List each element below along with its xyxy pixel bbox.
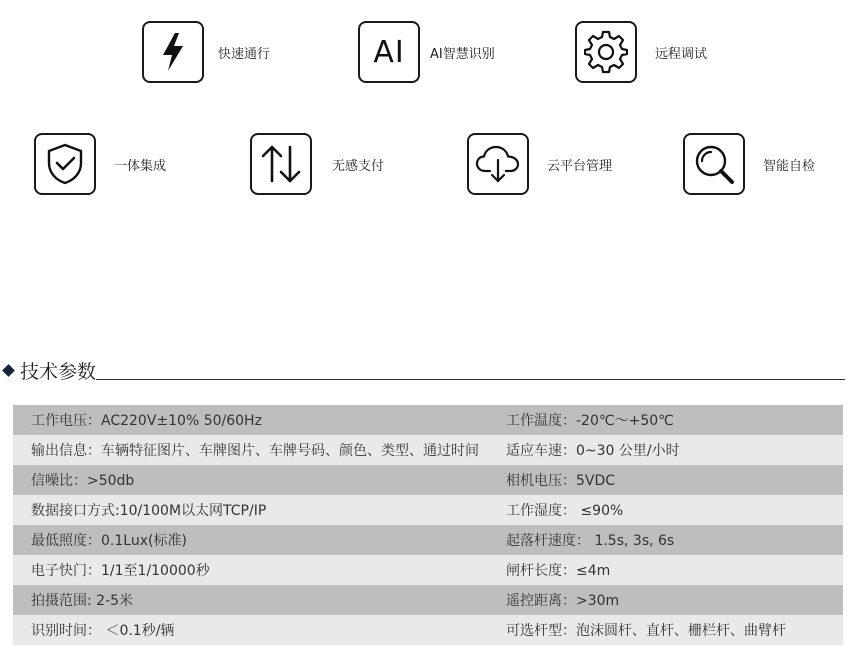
table-row — [13, 465, 843, 495]
cloud-download-icon — [467, 133, 529, 195]
feature-contactless-pay — [250, 133, 384, 195]
table-row — [13, 495, 843, 525]
spec-cell: 最低照度：0.1Lux(标准) — [31, 533, 187, 549]
section-title-text: 技术参数 — [20, 361, 97, 383]
feature-label: 无感支付 — [332, 158, 385, 174]
feature-integrated — [34, 133, 166, 195]
spec-cell: 输出信息：车辆特征图片、车牌图片、车牌号码、颜色、类型、通过时间 — [31, 443, 479, 459]
feature-label: 远程调试 — [655, 46, 708, 62]
spec-cell: 可选杆型：泡沫圆杆、直杆、栅栏杆、曲臂杆 — [506, 623, 786, 639]
spec-cell: 识别时间： ＜0.1秒/辆 — [31, 623, 175, 639]
title-divider — [96, 379, 845, 380]
diamond-bullet-icon — [2, 364, 15, 377]
spec-cell: 起落杆速度： 1.5s, 3s, 6s — [506, 533, 675, 549]
feature-fast-pass — [142, 21, 270, 83]
feature-remote — [575, 21, 707, 83]
feature-label: 一体集成 — [114, 158, 167, 174]
ai-icon-text: AI — [373, 34, 405, 70]
gear-icon — [575, 21, 637, 83]
spec-cell: 数据接口方式:10/100M以太网TCP/IP — [31, 503, 267, 519]
section-title — [2, 357, 96, 384]
spec-table — [13, 405, 843, 645]
feature-self-check — [683, 133, 815, 195]
table-row — [13, 435, 843, 465]
table-row — [13, 405, 843, 435]
up-down-arrows-icon — [250, 133, 312, 195]
spec-cell: 电子快门：1/1至1/10000秒 — [31, 563, 210, 579]
ai-text-icon — [358, 21, 420, 83]
feature-label: 云平台管理 — [547, 158, 613, 174]
spec-cell: 工作温度：-20℃～+50℃ — [506, 413, 674, 429]
magnifier-icon — [683, 133, 745, 195]
spec-cell: 工作电压：AC220V±10% 50/60Hz — [31, 413, 262, 429]
feature-label: 快速通行 — [218, 46, 271, 62]
table-row — [13, 555, 843, 585]
table-row — [13, 585, 843, 615]
spec-cell: 拍摄范围: 2-5米 — [31, 593, 134, 609]
spec-cell: 遥控距离：>30m — [506, 593, 620, 609]
table-row — [13, 615, 843, 645]
feature-ai — [358, 21, 495, 83]
table-row — [13, 525, 843, 555]
spec-cell: 相机电压：5VDC — [506, 473, 616, 489]
spec-cell: 信噪比：>50db — [31, 473, 135, 489]
spec-cell: 闸杆长度：≤4m — [506, 563, 611, 579]
shield-check-icon — [34, 133, 96, 195]
feature-label: AI智慧识别 — [430, 46, 495, 62]
feature-label: 智能自检 — [763, 158, 816, 174]
lightning-icon — [142, 21, 204, 83]
feature-cloud — [467, 133, 612, 195]
spec-cell: 工作湿度： ≤90% — [506, 503, 624, 519]
spec-cell: 适应车速：0~30 公里/小时 — [506, 443, 680, 459]
